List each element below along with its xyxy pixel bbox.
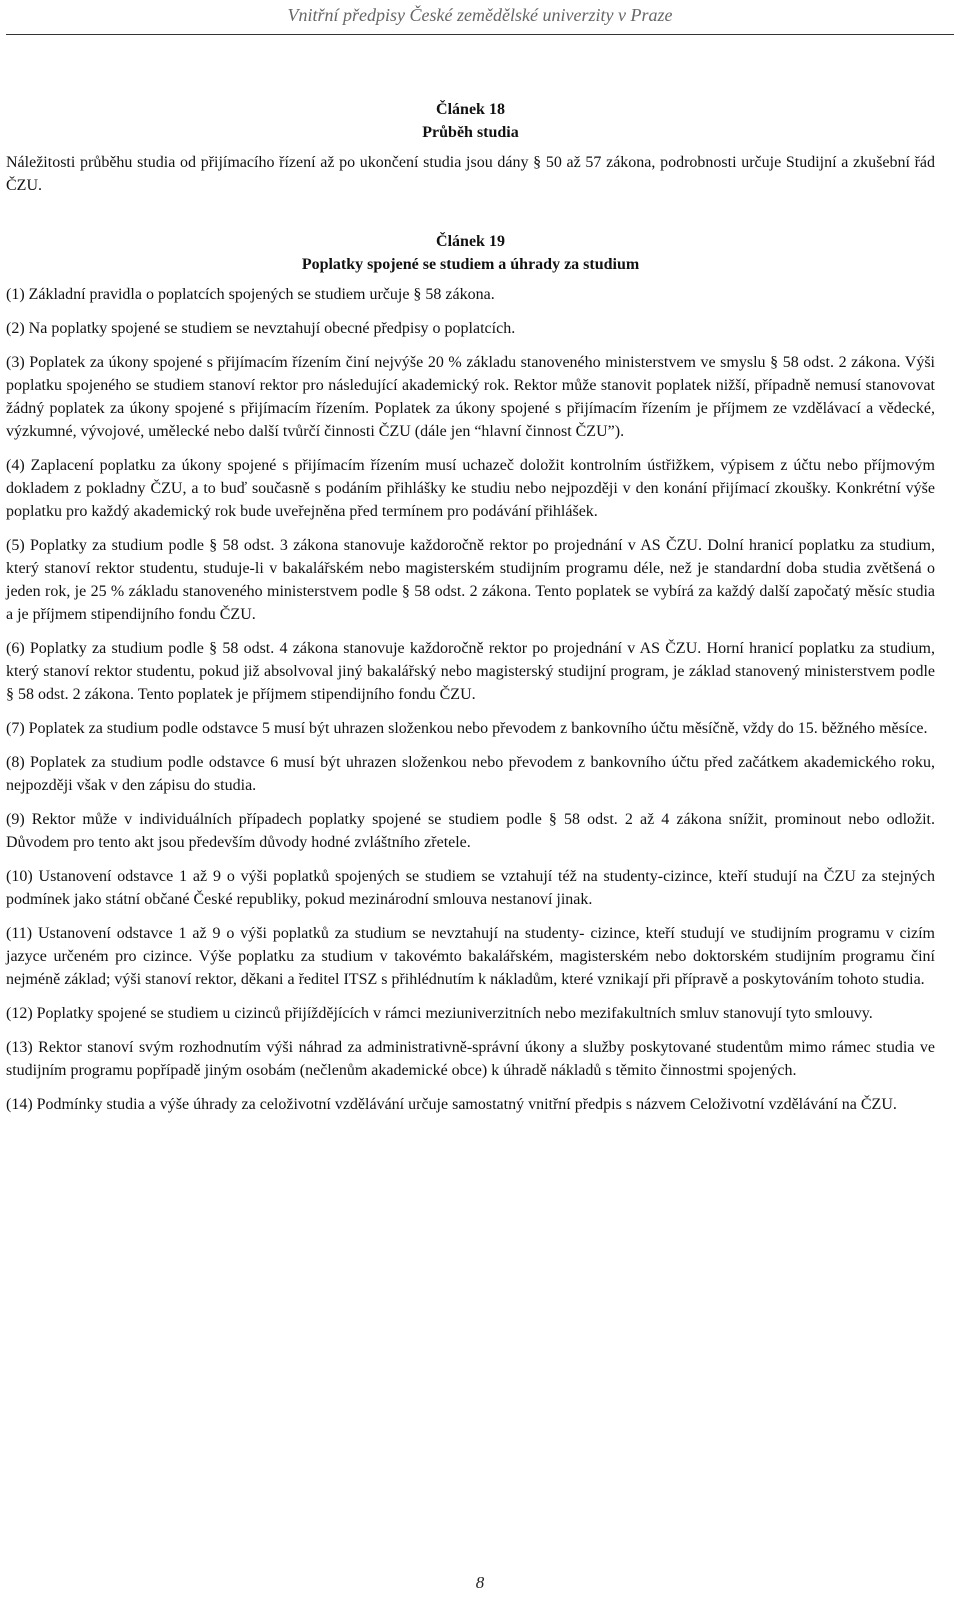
paragraph-6: (6) Poplatky za studium podle § 58 odst. 4 zákona stanovuje každoročně rektor po projednání v AS ČZU. Horní hranicí poplatku za studium, který stanoví rektor studentu, pokud již absolvoval jiný bakalářský nebo magisterský studijní program, je základ stanovený ministerstvem podle § 58 odst. 2 zákona. Tento poplatek je příjmem stipendijního fondu ČZU.	[6, 640, 935, 703]
paragraph: Náležitosti průběhu studia od přijímacího řízení až po ukončení studia jsou dány § 50 až 57 zákona, podrobnosti určuje Studijní a zkušební řád ČZU.	[6, 154, 935, 194]
article-18	[6, 98, 935, 197]
paragraph-13: (13) Rektor stanoví svým rozhodnutím výši náhrad za administrativně-správní úkony a služby poskytované studentům mimo rámec studia ve studijním programu popřípadě jiným osobám (nečlenům akademické obce) k úhradě nákladů s těmito činnostmi spojených.	[6, 1039, 935, 1079]
paragraph-10: (10) Ustanovení odstavce 1 až 9 o výši poplatků spojených se studiem se vztahují též na studenty-cizince, kteří studují na ČZU za stejných podmínek jako státní občané České republiky, pokud mezinárodní smlouva nestanoví jinak.	[6, 868, 935, 908]
document-body	[6, 98, 935, 1127]
paragraph-3: (3) Poplatek za úkony spojené s přijímacím řízením činí nejvýše 20 % základu stanoveného ministerstvem ve smyslu § 58 odst. 2 zákona. Výši poplatku spojeného se studiem stanoví rektor pro následující akademický rok. Rektor může stanovit poplatek nižší, případně nemusí stanovovat žádný poplatek za úkony spojené s přijímacím řízením. Poplatek za úkony spojené s přijímacím řízením je příjmem ze vzdělávací a vědecké, výzkumné, vývojové, umělecké nebo další tvůrčí činnosti ČZU (dále jen “hlavní činnost ČZU”).	[6, 354, 935, 440]
article-number: Článek 18	[436, 101, 505, 118]
article-number: Článek 19	[436, 233, 505, 250]
article-title: Průběh studia	[422, 124, 519, 141]
paragraph-14: (14) Podmínky studia a výše úhrady za celoživotní vzdělávání určuje samostatný vnitřní předpis s názvem Celoživotní vzdělávání na ČZU.	[6, 1096, 897, 1113]
paragraph-5: (5) Poplatky za studium podle § 58 odst. 3 zákona stanovuje každoročně rektor po projednání v AS ČZU. Dolní hranicí poplatku za studium, který stanoví rektor studentu, studuje-li v bakalářském nebo magisterském studijním programu déle, než je standardní doba studia zvětšená o jeden rok, je 25 % základu stanoveného ministerstvem podle § 58 odst. 2 zákona. Tento poplatek se vybírá za každý další započatý měsíc studia a je příjmem stipendijního fondu ČZU.	[6, 537, 935, 623]
paragraph-9: (9) Rektor může v individuálních případech poplatky spojené se studiem podle § 58 odst. 2 až 4 zákona snížit, prominout nebo odložit. Důvodem pro tento akt jsou především důvody hodné zvláštního zřetele.	[6, 811, 935, 851]
paragraph-2: (2) Na poplatky spojené se studiem se nevztahují obecné předpisy o poplatcích.	[6, 320, 516, 337]
paragraph-11: (11) Ustanovení odstavce 1 až 9 o výši poplatků za studium se nevztahují na studenty- cizince, kteří studují ve studijním programu v cizím jazyce určeném pro cizince. Výše poplatku za studium v takovémto bakalářském, magisterském nebo doktorském studijním programu činí nejméně základ; výši stanoví rektor, děkani a ředitel ITSZ s přihlédnutím k nákladům, které vznikají při přípravě a poskytováním tohoto studia.	[6, 925, 935, 988]
paragraph-7: (7) Poplatek za studium podle odstavce 5 musí být uhrazen složenkou nebo převodem z bankovního účtu měsíčně, vždy do 15. běžného měsíce.	[6, 720, 928, 737]
paragraph-1: (1) Základní pravidla o poplatcích spojených se studiem určuje § 58 zákona.	[6, 286, 495, 303]
page-number: 8	[475, 1573, 485, 1592]
article-title: Poplatky spojené se studiem a úhrady za studium	[301, 256, 640, 273]
paragraph-12: (12) Poplatky spojené se studiem u cizinců přijíždějících v rámci meziuniverzitních nebo mezifakultních smluv stanovují tyto smlouvy.	[6, 1005, 873, 1022]
paragraph-8: (8) Poplatek za studium podle odstavce 6 musí být uhrazen složenkou nebo převodem z bankovního účtu před začátkem akademického roku, nejpozději však v den zápisu do studia.	[6, 754, 935, 794]
header-divider	[6, 34, 954, 35]
running-header: Vnitřní předpisy České zemědělské univerzity v Praze	[287, 5, 673, 25]
article-spacer	[6, 208, 935, 230]
paragraph-4: (4) Zaplacení poplatku za úkony spojené s přijímacím řízením musí uchazeč doložit kontrolním ústřižkem, výpisem z účtu nebo příjmovým dokladem z pokladny ČZU, a to buď současně s podáním přihlášky ke studiu nebo nejpozději v den konání přijímací zkoušky. Konkrétní výše poplatku pro každý akademický rok bude uveřejněna před termínem pro podávání přihlášek.	[6, 457, 935, 520]
article-19	[6, 230, 935, 1116]
